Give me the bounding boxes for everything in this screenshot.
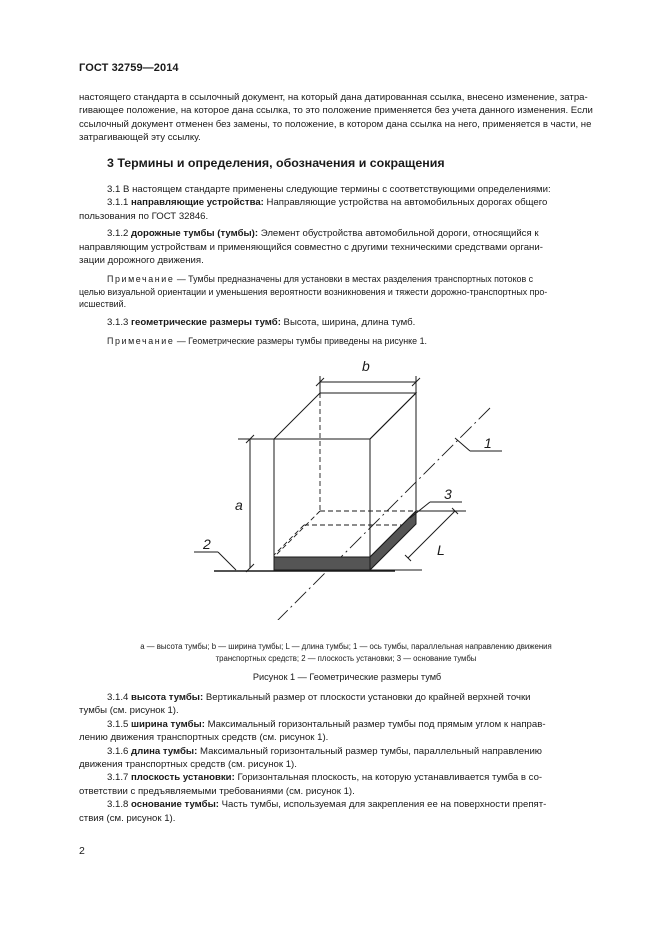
- term-3-1-6: [79, 745, 615, 758]
- legend-line: a — высота тумбы; b — ширина тумбы; L — длина тумбы; 1 — ось тумбы, параллельная направлению движения: [140, 642, 552, 651]
- term-3-1-6-cont: движения транспортных средств (см. рисунок 1).: [79, 759, 297, 771]
- figure-bollard-diagram: [0, 350, 661, 620]
- label-b: b: [362, 358, 370, 374]
- term-text: Горизонтальная плоскость, на которую устанавливается тумба в со-: [234, 772, 543, 784]
- clause-number: 3.1.3: [107, 317, 129, 329]
- note-1: [79, 273, 615, 285]
- document-header: ГОСТ 32759—2014: [79, 62, 179, 74]
- term-3-1-2: [79, 227, 615, 240]
- clause-3-1: 3.1 В настоящем стандарте применены следующие термины с соответствующими определениями:: [107, 184, 551, 195]
- term-text: Вертикальный размер от плоскости установки до крайней верхней точки: [203, 692, 531, 703]
- base-front: [274, 557, 370, 570]
- intro-line: ссылочный документ отменен без замены, то положение, в котором дана ссылка на него, применяется в части, не: [79, 118, 592, 130]
- term-name: направляющие устройства:: [131, 197, 264, 209]
- box-front-face: [274, 439, 370, 557]
- term-3-1-8-cont: ствия (см. рисунок 1).: [79, 812, 176, 824]
- term-text: Направляющие устройства на автомобильных дорогах общего: [263, 197, 548, 209]
- intro-line: настоящего стандарта в ссылочный документ, на который дана датированная ссылка, внесено изменение, затра-: [79, 92, 588, 103]
- term-text: Высота, ширина, длина тумб.: [280, 317, 416, 329]
- note-1-cont: исшествий.: [79, 298, 127, 309]
- box-side-face: [370, 393, 416, 557]
- label-a: a: [235, 497, 243, 513]
- clause-number: 3.1.5: [107, 718, 129, 730]
- intro-line: затрагивающей эту ссылку.: [79, 132, 201, 144]
- term-name: длина тумбы:: [131, 745, 198, 757]
- term-name: высота тумбы:: [131, 692, 204, 703]
- leader-3: [410, 502, 430, 518]
- term-3-1-7: [79, 771, 615, 784]
- term-3-1-2-cont: направляющим устройствам и применяющийся совместно с другими техническими средствами органи-: [79, 241, 543, 253]
- clause-number: 3.1.8: [107, 799, 129, 811]
- note-label: Примечание: [107, 274, 175, 285]
- clause-number: 3.1.6: [107, 745, 129, 757]
- label-L: L: [437, 542, 445, 558]
- term-text: Элемент обустройства автомобильной дороги, относящийся к: [258, 228, 539, 240]
- legend-line: транспортных средств; 2 — плоскость установки; 3 — основание тумбы: [215, 654, 477, 663]
- base-side: [370, 511, 416, 570]
- label-1: 1: [484, 435, 492, 451]
- note-label: Примечание: [107, 336, 175, 347]
- label-2: 2: [203, 536, 211, 552]
- clause-number: 3.1.2: [107, 228, 129, 240]
- term-3-1-5-cont: лению движения транспортных средств (см. рисунок 1).: [79, 732, 329, 744]
- term-text: Максимальный горизонтальный размер тумбы под прямым углом к направ-: [204, 718, 546, 730]
- term-name: геометрические размеры тумб:: [131, 317, 281, 329]
- term-3-1-3: [79, 316, 615, 329]
- box-top-face: [274, 393, 416, 439]
- note-text: — Тумбы предназначены для установки в местах разделения транспортных потоков с: [174, 274, 534, 285]
- page-number: 2: [79, 845, 85, 857]
- section-title: 3 Термины и определения, обозначения и сокращения: [107, 156, 445, 170]
- term-name: дорожные тумбы (тумбы):: [131, 228, 259, 240]
- term-3-1-1: [79, 196, 615, 209]
- term-3-1-4: [79, 691, 615, 704]
- label-3: 3: [444, 486, 452, 502]
- note-2: [79, 335, 615, 347]
- note-text: — Геометрические размеры тумбы приведены на рисунке 1.: [174, 336, 427, 347]
- term-text: Максимальный горизонтальный размер тумбы, параллельный направлению: [197, 745, 542, 757]
- figure-caption: Рисунок 1 — Геометрические размеры тумб: [252, 672, 442, 682]
- term-name: основание тумбы:: [131, 799, 219, 811]
- definitions-block-2: [79, 691, 615, 825]
- figure-legend: [96, 641, 596, 665]
- definitions-block-1: [79, 183, 615, 348]
- term-3-1-1-cont: пользования по ГОСТ 32846.: [79, 210, 209, 222]
- term-name: ширина тумбы:: [131, 718, 205, 730]
- term-3-1-4-cont: тумбы (см. рисунок 1).: [79, 705, 179, 717]
- note-1-cont: целью визуальной ориентации и уменьшения вероятности возникновения и тяжести дорожно-транспортных про-: [79, 286, 548, 297]
- term-3-1-8: [79, 798, 615, 811]
- leader-1: [455, 438, 470, 451]
- clause-number: 3.1.1: [107, 197, 129, 209]
- leader-2: [218, 552, 236, 570]
- term-name: плоскость установки:: [131, 772, 235, 784]
- clause-number: 3.1.4: [107, 692, 129, 703]
- term-text: Часть тумбы, используемая для закрепления ее на поверхности препят-: [218, 799, 547, 811]
- term-3-1-7-cont: ответствии с предъявляемыми требованиями (см. рисунок 1).: [79, 785, 355, 797]
- term-3-1-2-cont: зации дорожного движения.: [79, 255, 204, 267]
- term-3-1-5: [79, 718, 615, 731]
- clause-number: 3.1.7: [107, 772, 129, 784]
- intro-paragraph: [79, 91, 615, 145]
- intro-line: гивающее положение, на которое дана ссылка, то это положение применяется без учета данного изменения. Если: [79, 105, 593, 117]
